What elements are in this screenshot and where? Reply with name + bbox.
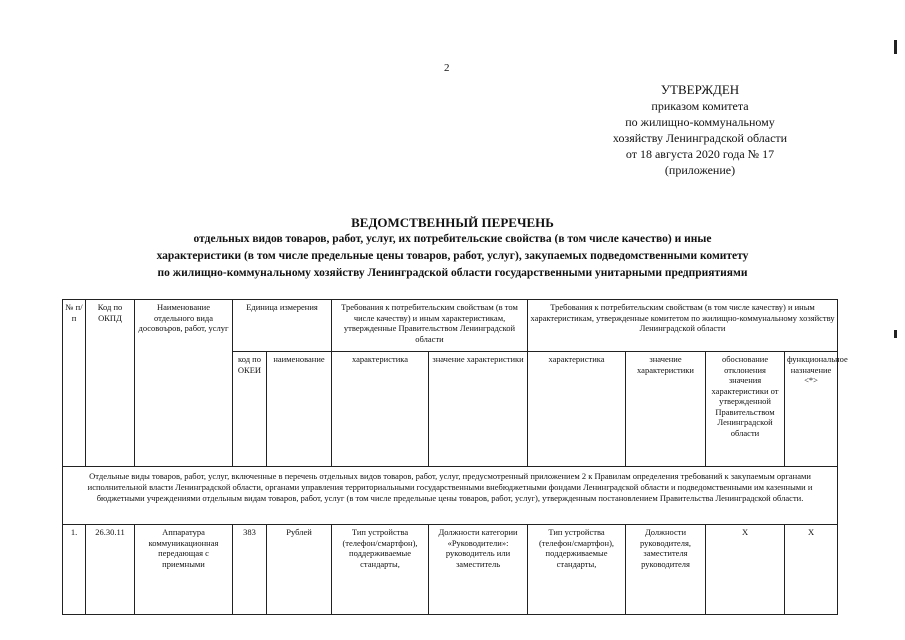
document-subtitle	[70, 231, 835, 282]
header-req-gov: Требования к потребительским свойствам (в том числе качеству) и иным характеристикам, утвержденные Правительством Ленинградской области	[332, 300, 528, 352]
scan-mark	[894, 40, 897, 54]
header-justification: обоснование отклонения значения характеристики от утвержденной Правительством Ленинградской области	[706, 352, 785, 467]
document-title: ВЕДОМСТВЕННЫЙ ПЕРЕЧЕНЬ	[351, 215, 554, 230]
subtitle-line: по жилищно-коммунальному хозяйству Ленинградской области государственными унитарными предприятиями	[157, 267, 748, 279]
cell-purpose: X	[785, 525, 838, 615]
list-table	[62, 299, 848, 615]
cell-unit: Рублей	[267, 525, 332, 615]
header-okpd: Код по ОКПД	[86, 300, 135, 467]
header-gov-value: значение характеристики	[429, 352, 528, 467]
cell-okpd: 26.30.11	[86, 525, 135, 615]
approval-line: от 18 августа 2020 года № 17	[625, 147, 775, 161]
subtitle-line: отдельных видов товаров, работ, услуг, их потребительские свойства (в том числе качество) и иные	[193, 233, 712, 245]
header-unit: Единица измерения	[233, 300, 332, 352]
cell-gov-value: Должности категории «Руководители»: руководитель или заместитель	[429, 525, 528, 615]
cell-com-char: Тип устройства (телефон/смартфон), поддерживаемые стандарты,	[528, 525, 626, 615]
header-okei-code: код по ОКЕИ	[233, 352, 267, 467]
header-gov-char: характеристика	[332, 352, 429, 467]
cell-com-value: Должности руководителя, заместителя руководителя	[626, 525, 706, 615]
header-purpose: функциональное назначение <*>	[785, 352, 838, 467]
cell-okei: 383	[233, 525, 267, 615]
table-row	[63, 525, 838, 615]
header-unit-name: наименование	[267, 352, 332, 467]
page-number: 2	[444, 62, 450, 74]
section-text: Отдельные виды товаров, работ, услуг, включенные в перечень отдельных видов товаров, работ, услуг, предусмотренный приложением 2 к Правилам определения требований к закупаемым органами исполнительной власти Ленинградской области, органами управления территориальными государственными внебюджетными фондами Ленинградской области и подведомственными им казенными и бюджетными учреждениями отдельным видам товаров, работ, услуг (в том числе предельные цены товаров, работ, услуг), утвержденным постановлением Правительства Ленинградской области.	[63, 467, 838, 525]
cell-name: Аппаратура коммуникационная передающая с приемными	[135, 525, 233, 615]
header-num: № п/п	[63, 300, 86, 467]
cell-gov-char: Тип устройства (телефон/смартфон), поддерживаемые стандарты,	[332, 525, 429, 615]
approval-block	[590, 82, 810, 178]
section-row	[63, 467, 838, 525]
header-com-char: характеристика	[528, 352, 626, 467]
table-header-row	[63, 300, 838, 352]
header-req-committee: Требования к потребительским свойствам (в том числе качеству) и иным характеристикам, утвержденные комитетом по жилищно-коммунальному хозяйству Ленинградской области	[528, 300, 838, 352]
cell-justification: X	[706, 525, 785, 615]
subtitle-line: характеристики (в том числе предельные цены товаров, работ, услуг), закупаемых подведомственными комитету	[156, 250, 749, 262]
title-block	[70, 214, 835, 282]
approval-line: (приложение)	[664, 163, 736, 177]
approval-line: хозяйству Ленинградской области	[612, 131, 788, 145]
scan-mark	[894, 330, 897, 338]
approval-status: УТВЕРЖДЕН	[660, 82, 740, 97]
header-name: Наименование отдельного вида досовоъров, работ, услуг	[135, 300, 233, 467]
header-com-value: значение характеристики	[626, 352, 706, 467]
cell-num: 1.	[63, 525, 86, 615]
approval-line: по жилищно-коммунальному	[625, 115, 775, 129]
approval-line: приказом комитета	[651, 99, 749, 113]
